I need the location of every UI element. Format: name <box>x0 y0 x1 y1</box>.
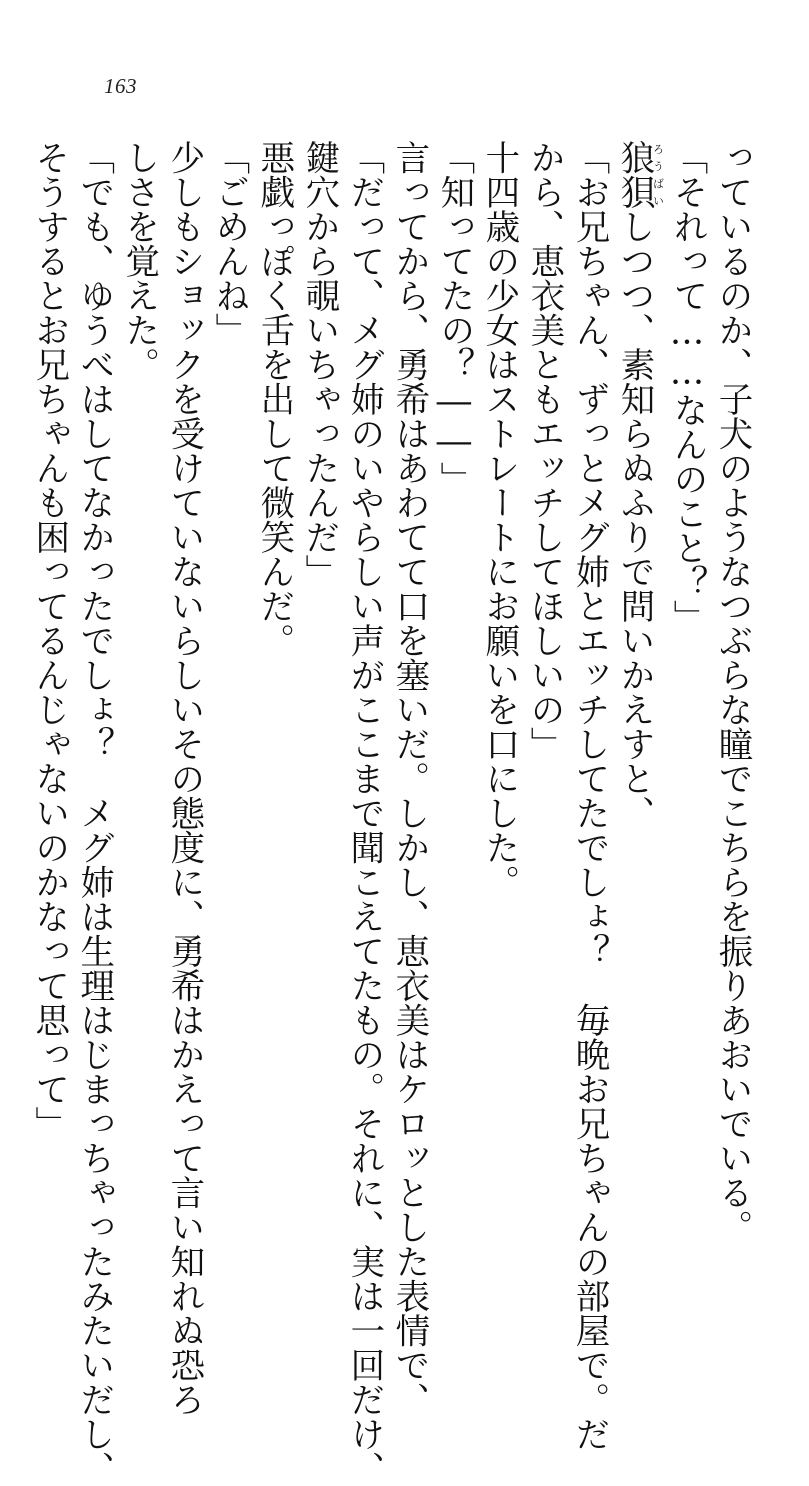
vertical-text-body <box>28 140 754 1486</box>
page-number: 163 <box>104 74 137 98</box>
text-line: 「だって、メグ姉のいやらしい声がここまで聞こえてたもの。それに、実は一回だけ、 <box>343 140 384 1486</box>
text-line: 「お兄ちゃん、ずっとメグ姉とエッチしてたでしょ？ 毎晩お兄ちゃんの部屋で。だ <box>568 140 609 1451</box>
text-line: 少しもショックを受けていないらしいその態度に、勇希はかえって言い知れぬ恐ろ <box>163 140 204 1417</box>
text-line: から、恵衣美ともエッチしてほしいの」 <box>523 140 564 761</box>
ruby-word <box>613 140 665 209</box>
text-line: そうするとお兄ちゃんも困ってるんじゃないのかなって思って」 <box>28 140 69 1141</box>
ruby-base: 狼狽 <box>613 140 654 209</box>
text-line: 鍵穴から覗いちゃったんだ」 <box>298 140 339 589</box>
text-line: 言ってから、勇希はあわてて口を塞いだ。しかし、恵衣美はケロッとした表情で、 <box>388 140 429 1417</box>
text-line: 「ごめんね」 <box>208 140 249 347</box>
ruby-reading: ろうばい <box>651 140 665 209</box>
text-line: 「知ってたの？――」 <box>433 140 474 496</box>
text-line: っているのか、子犬のようなつぶらな瞳でこちらを振りあおいでいる。 <box>712 140 752 1244</box>
text-line-with-ruby <box>611 140 664 1180</box>
text-line: 「でも、ゆうべはしてなかったでしょ？ メグ姉は生理はじまっちゃったみたいだし、 <box>73 140 114 1486</box>
text-line: 悪戯っぽく舌を出して微笑んだ。 <box>253 140 294 658</box>
text-line: 十四歳の少女はストレートにお願いを口にした。 <box>478 140 519 899</box>
ruby-line-rest: しつつ、素知らぬふりで問いかえすと、 <box>613 209 654 830</box>
text-line: 「それって……なんのこと？」 <box>666 140 707 634</box>
text-line: しさを覚えた。 <box>118 140 159 382</box>
